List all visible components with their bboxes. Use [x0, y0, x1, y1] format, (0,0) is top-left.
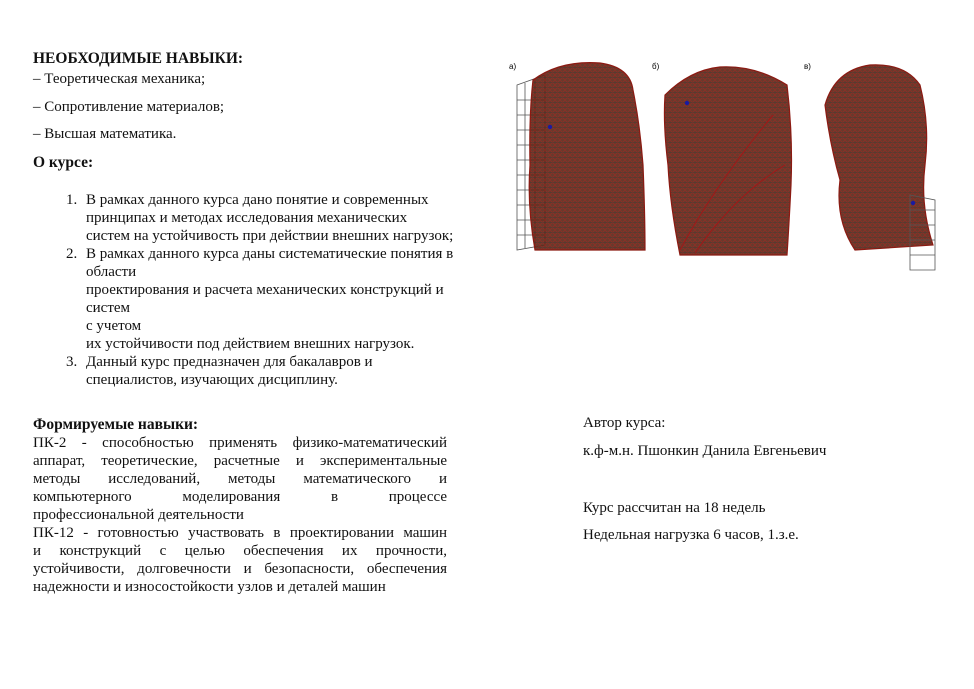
list-item-text: принципах и методах исследования механических — [86, 210, 408, 226]
node-marker — [548, 125, 552, 129]
model-a — [509, 62, 645, 250]
node-marker — [911, 201, 915, 205]
course-duration: Курс рассчитан на 18 недель — [583, 500, 766, 516]
list-item-text: их устойчивости под действием внешних нагрузок. — [86, 336, 415, 352]
model-c — [804, 62, 935, 270]
list-item — [62, 245, 492, 353]
node-marker — [685, 101, 689, 105]
formed-skills-line: и конструкций с целью обеспечения их прочности, — [33, 543, 447, 559]
formed-skills-block — [33, 416, 447, 596]
list-item-text: специалистов, изучающих дисциплину. — [86, 372, 338, 388]
required-skill-item: – Сопротивление материалов; — [33, 99, 225, 115]
list-item-number: 2. — [66, 246, 78, 262]
about-course-list — [62, 191, 492, 389]
list-item-text: проектирования и расчета механических конструкций и — [86, 282, 444, 298]
formed-skills-line: надежности и износостойкости узлов и деталей машин — [33, 579, 386, 595]
list-item — [62, 191, 492, 245]
formed-skills-text — [33, 434, 447, 596]
author-name: к.ф-м.н. Пшонкин Данила Евгеньевич — [583, 443, 827, 459]
list-item-text: В рамках данного курса дано понятие и современных — [86, 192, 429, 208]
formed-skills-line: компьютерного моделирования в процессе — [33, 489, 447, 505]
list-item-text: области — [86, 264, 137, 280]
list-item-text: с учетом — [86, 318, 142, 334]
formed-skills-line: ПК-2 - способностью применять физико-математический — [33, 435, 447, 451]
list-item-number: 3. — [66, 354, 78, 370]
formed-skills-line: аппарат, теоретические, расчетные и экспериментальные — [33, 453, 447, 469]
required-skill-item: – Теоретическая механика; — [33, 71, 206, 87]
model-b — [652, 62, 792, 255]
author-label: Автор курса: — [583, 415, 666, 431]
list-item-text: В рамках данного курса даны систематические понятия в — [86, 246, 454, 262]
formed-skills-line: методы исследований, методы математического и — [33, 471, 447, 487]
formed-skills-line: профессиональной деятельности — [33, 507, 244, 523]
figure-label-b: б) — [652, 62, 660, 71]
deformed-mesh-a — [529, 63, 645, 250]
figure-label-c: в) — [804, 62, 811, 71]
list-item-text: Данный курс предназначен для бакалавров и — [86, 354, 373, 370]
list-item-number: 1. — [66, 192, 78, 208]
formed-skills-heading: Формируемые навыки: — [33, 416, 199, 433]
list-item-text: систем на устойчивость при действии внешних нагрузок; — [86, 228, 454, 244]
list-item — [62, 353, 492, 389]
formed-skills-line: ПК-12 - готовностью участвовать в проектировании машин — [33, 525, 447, 541]
required-skill-item: – Высшая математика. — [33, 126, 177, 142]
about-course-heading: О курсе: — [33, 154, 94, 171]
figure-label-a: а) — [509, 62, 517, 71]
list-item-text: систем — [86, 300, 131, 316]
weekly-load: Недельная нагрузка 6 часов, 1.з.е. — [583, 527, 799, 543]
structural-models-figure — [505, 55, 945, 280]
deformed-mesh-c — [825, 65, 933, 250]
required-skills-heading: НЕОБХОДИМЫЕ НАВЫКИ: — [33, 50, 244, 67]
deformed-mesh-b — [664, 67, 791, 255]
formed-skills-line: устойчивости, долговечности и безопасности, обеспечения — [33, 561, 447, 577]
